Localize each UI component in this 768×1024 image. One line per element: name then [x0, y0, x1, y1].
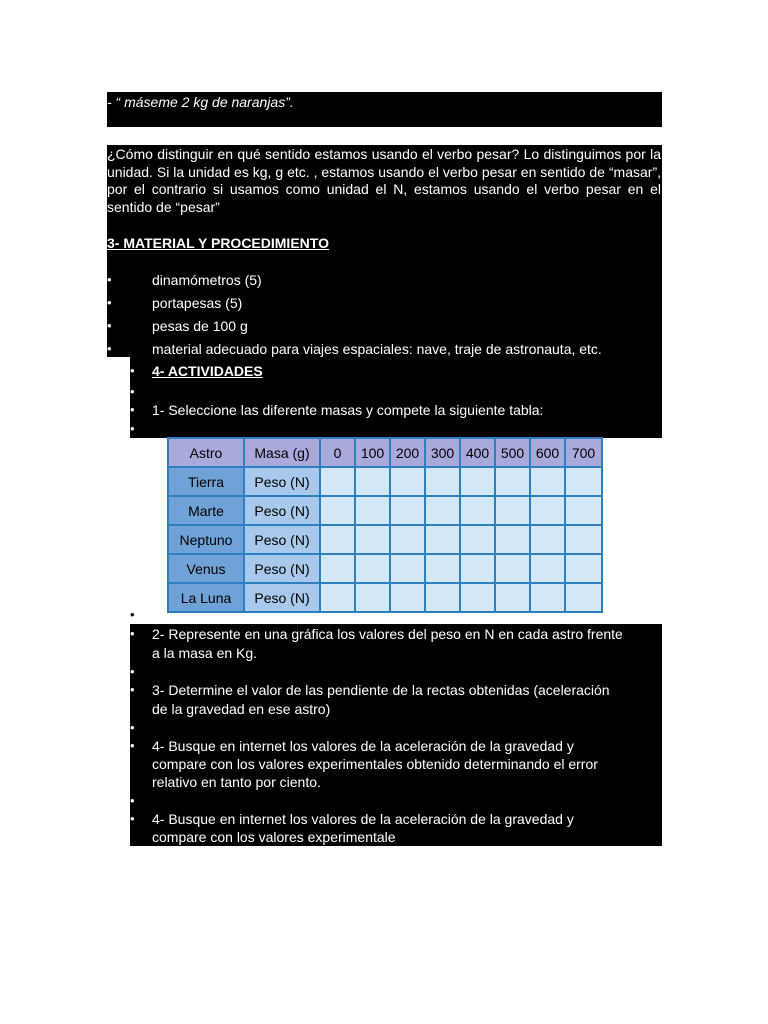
- explanation-block: [107, 145, 662, 357]
- value-cell: [495, 554, 530, 583]
- bullet-icon: •: [130, 793, 135, 808]
- value-cell: [460, 554, 495, 583]
- value-cell: [495, 496, 530, 525]
- value-cell: [495, 583, 530, 612]
- activity4a-line: 4- Busque en internet los valores de la aceleración de la gravedad y: [152, 738, 574, 754]
- bullet-icon: •: [107, 341, 112, 356]
- value-cell: [495, 467, 530, 496]
- astro-cell: Neptuno: [168, 525, 244, 554]
- bullet-icon: •: [107, 272, 112, 287]
- section3-heading: 3- MATERIAL Y PROCEDIMIENTO: [107, 235, 329, 251]
- astro-cell: Tierra: [168, 467, 244, 496]
- activities-continued-block: [130, 624, 662, 846]
- header-cell: Astro: [168, 438, 244, 467]
- weight-table: [167, 437, 603, 613]
- value-cell: [565, 554, 602, 583]
- table-row: [168, 525, 602, 554]
- value-cell: [425, 525, 460, 554]
- value-cell: [495, 525, 530, 554]
- astro-cell: La Luna: [168, 583, 244, 612]
- bullet-icon: •: [130, 402, 135, 417]
- material-item: material adecuado para viajes espaciales: nave, traje de astronauta, etc.: [152, 341, 602, 357]
- material-item: portapesas (5): [152, 295, 243, 311]
- value-cell: [565, 583, 602, 612]
- bullet-icon: •: [130, 682, 135, 697]
- bullet-icon: •: [130, 720, 135, 735]
- value-cell: [355, 467, 390, 496]
- value-cell: [320, 467, 355, 496]
- activity2-line: 2- Represente en una gráfica los valores del peso en N en cada astro frente: [152, 626, 623, 642]
- value-cell: [530, 525, 565, 554]
- value-cell: [355, 554, 390, 583]
- header-cell: 500: [495, 438, 530, 467]
- value-cell: [425, 496, 460, 525]
- activity1-text: 1- Seleccione las diferente masas y compete la siguiente tabla:: [152, 402, 544, 418]
- value-cell: [530, 496, 565, 525]
- header-cell: 200: [390, 438, 425, 467]
- astro-cell: Marte: [168, 496, 244, 525]
- header-cell: 600: [530, 438, 565, 467]
- table-header-row: [168, 438, 602, 467]
- activity4a-line: compare con los valores experimentales obtenido determinando el error: [152, 756, 598, 772]
- value-cell: [390, 467, 425, 496]
- table-row: [168, 496, 602, 525]
- value-cell: [565, 467, 602, 496]
- unit-cell: Peso (N): [244, 525, 320, 554]
- header-cell: 700: [565, 438, 602, 467]
- value-cell: [390, 525, 425, 554]
- activity3-line: de la gravedad en ese astro): [152, 701, 331, 717]
- bullet-icon: •: [130, 626, 135, 641]
- table-row: [168, 583, 602, 612]
- activity2-line: a la masa en Kg.: [152, 645, 258, 661]
- bullet-icon: •: [130, 384, 135, 399]
- activity3-line: 3- Determine el valor de las pendiente de la rectas obtenidas (aceleración: [152, 682, 610, 698]
- value-cell: [425, 583, 460, 612]
- activity4b-line: 4- Busque en internet los valores de la aceleración de la gravedad y: [152, 811, 574, 827]
- value-cell: [460, 583, 495, 612]
- value-cell: [425, 554, 460, 583]
- value-cell: [390, 583, 425, 612]
- explanation-paragraph: ¿Cómo distinguir en qué sentido estamos usando el verbo pesar? Lo distinguimos por la unidad. Si la unidad es kg, g etc. , estamos usando el verbo pesar en sentido de “masar”, por el contrario si usamos como unidad el N, estamos usando el verbo pesar en el sentido de “pesar”: [107, 146, 661, 215]
- activities-block: [130, 357, 662, 438]
- header-cell: 400: [460, 438, 495, 467]
- unit-cell: Peso (N): [244, 583, 320, 612]
- value-cell: [425, 467, 460, 496]
- bullet-icon: •: [130, 738, 135, 753]
- bullet-icon: •: [107, 295, 112, 310]
- header-cell: 100: [355, 438, 390, 467]
- value-cell: [530, 467, 565, 496]
- value-cell: [320, 496, 355, 525]
- value-cell: [355, 525, 390, 554]
- header-cell: 300: [425, 438, 460, 467]
- value-cell: [460, 496, 495, 525]
- table-row: [168, 554, 602, 583]
- value-cell: [460, 525, 495, 554]
- bullet-icon: •: [130, 363, 135, 378]
- bullet-icon: •: [130, 421, 135, 436]
- value-cell: [460, 467, 495, 496]
- bullet-icon: •: [130, 607, 135, 622]
- value-cell: [320, 554, 355, 583]
- value-cell: [530, 583, 565, 612]
- value-cell: [320, 525, 355, 554]
- value-cell: [565, 525, 602, 554]
- quote-text: - “ máseme 2 kg de naranjas”.: [107, 94, 294, 110]
- unit-cell: Peso (N): [244, 467, 320, 496]
- unit-cell: Peso (N): [244, 554, 320, 583]
- value-cell: [320, 583, 355, 612]
- quote-block: [107, 92, 662, 127]
- activity4b-line: compare con los valores experimentale: [152, 829, 396, 845]
- value-cell: [530, 554, 565, 583]
- header-cell: Masa (g): [244, 438, 320, 467]
- section4-heading: 4- ACTIVIDADES: [152, 363, 263, 379]
- astro-cell: Venus: [168, 554, 244, 583]
- bullet-icon: •: [130, 811, 135, 826]
- table-row: [168, 467, 602, 496]
- material-item: pesas de 100 g: [152, 318, 248, 334]
- value-cell: [355, 583, 390, 612]
- value-cell: [565, 496, 602, 525]
- value-cell: [390, 554, 425, 583]
- bullet-icon: •: [130, 664, 135, 679]
- header-cell: 0: [320, 438, 355, 467]
- activity4a-line: relativo en tanto por ciento.: [152, 774, 321, 790]
- value-cell: [355, 496, 390, 525]
- bullet-icon: •: [107, 318, 112, 333]
- material-item: dinamómetros (5): [152, 272, 262, 288]
- value-cell: [390, 496, 425, 525]
- unit-cell: Peso (N): [244, 496, 320, 525]
